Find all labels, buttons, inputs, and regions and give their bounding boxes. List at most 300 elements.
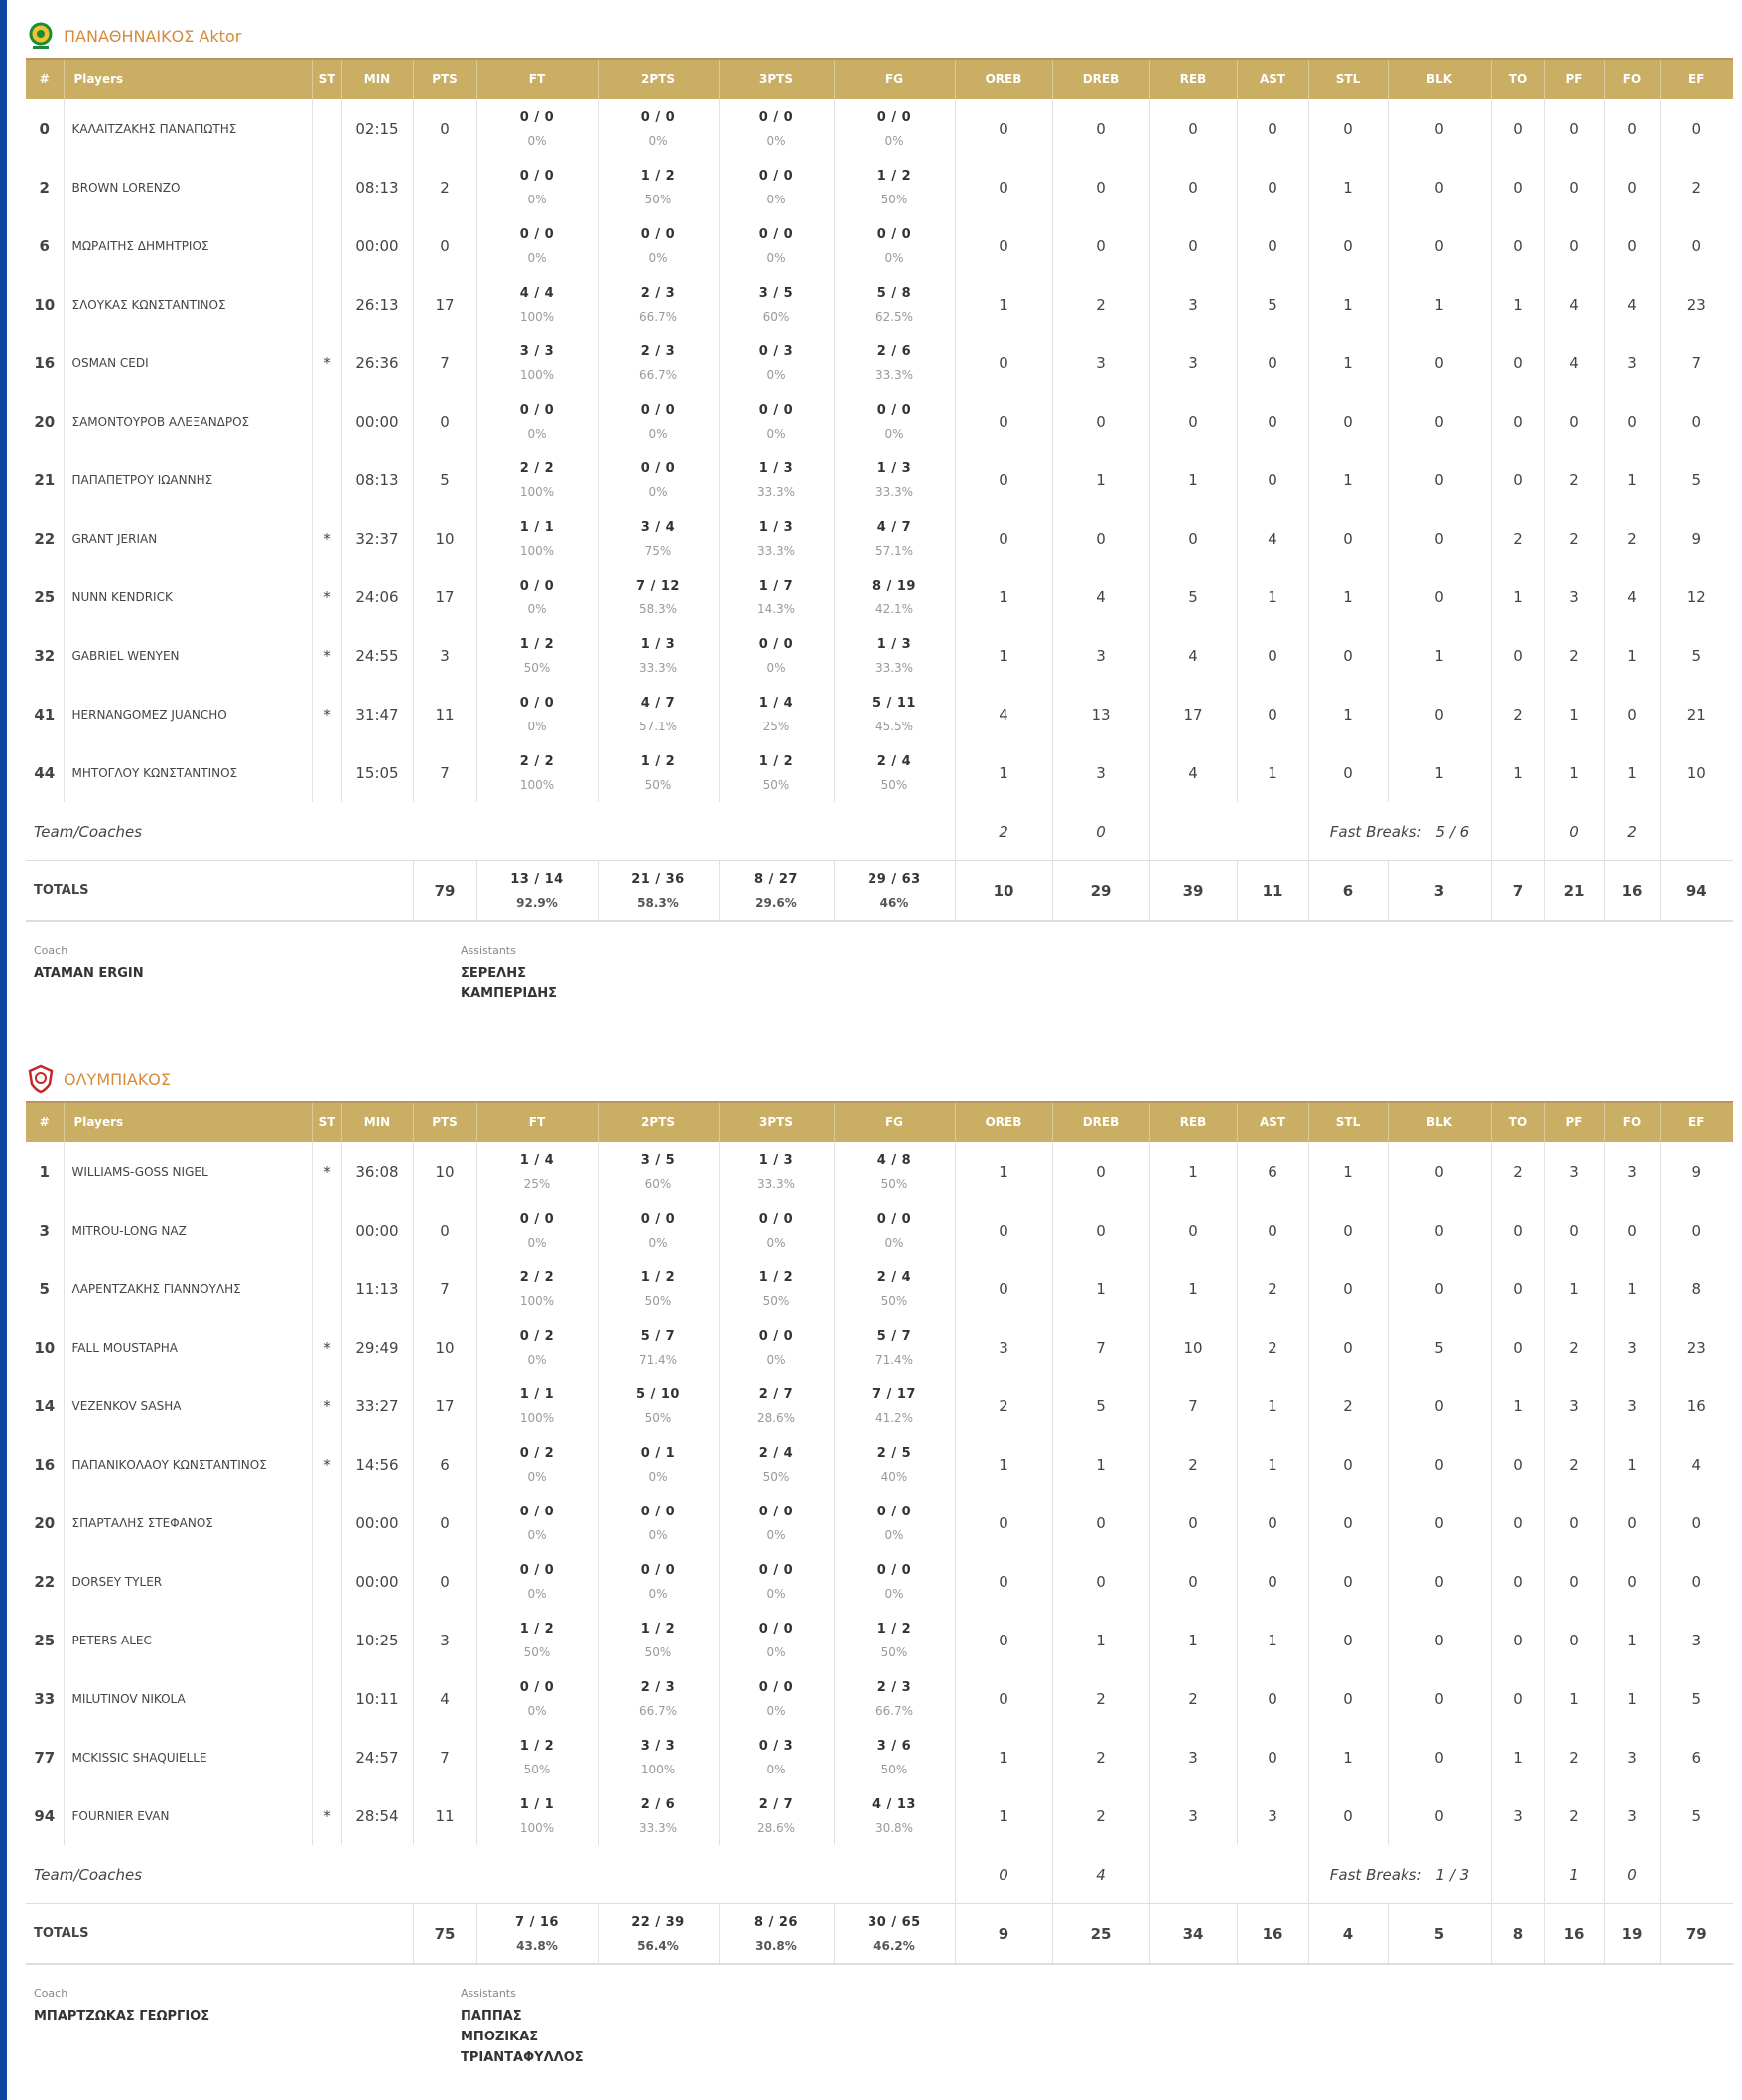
points: 0 xyxy=(413,216,476,275)
stat-to: 0 xyxy=(1491,1201,1544,1259)
player-number: 2 xyxy=(39,178,50,197)
total-stl: 6 xyxy=(1308,861,1388,922)
stat-oreb: 1 xyxy=(955,275,1052,333)
percentage: 28.6% xyxy=(756,1410,796,1425)
shooting-p3 xyxy=(719,333,834,392)
total-points: 79 xyxy=(413,861,476,922)
fast-breaks-label: Fast Breaks: xyxy=(1329,822,1422,841)
total-ast: 11 xyxy=(1237,861,1308,922)
player-name-link[interactable]: DORSEY TYLER xyxy=(64,1552,312,1611)
team-pf: 0 xyxy=(1604,1845,1660,1904)
column-header-to[interactable]: TO xyxy=(1491,1102,1544,1142)
total-shooting-p2 xyxy=(598,861,719,922)
stat-reb: 1 xyxy=(1149,1259,1237,1318)
percentage: 60% xyxy=(762,309,790,324)
column-header-ast[interactable]: AST xyxy=(1237,59,1308,99)
made-attempted: 0 / 0 xyxy=(519,109,555,125)
shooting-ft xyxy=(476,1611,598,1669)
column-header-num[interactable]: # xyxy=(26,59,64,99)
player-name-link[interactable]: ΛΑΡΕΝΤΖΑΚΗΣ ΓΙΑΝΝΟΥΛΗΣ xyxy=(64,1259,312,1318)
player-name-link[interactable]: NUNN KENDRICK xyxy=(64,568,312,626)
stat-pf: 0 xyxy=(1544,1611,1604,1669)
column-header-dreb[interactable]: DREB xyxy=(1052,59,1149,99)
stat-fo: 1 xyxy=(1604,1259,1660,1318)
made-attempted: 1 / 7 xyxy=(758,578,794,593)
stat-reb: 7 xyxy=(1149,1377,1237,1435)
stat-pf: 2 xyxy=(1544,1728,1604,1786)
total-reb: 34 xyxy=(1149,1904,1237,1965)
column-header-stl[interactable]: STL xyxy=(1308,59,1388,99)
made-attempted: 1 / 3 xyxy=(876,460,912,476)
player-number: 20 xyxy=(34,412,56,431)
player-name-link[interactable]: ΜΩΡΑΙΤΗΣ ΔΗΜΗΤΡΙΟΣ xyxy=(64,216,312,275)
player-number: 41 xyxy=(34,705,56,723)
points: 7 xyxy=(413,743,476,802)
shooting-p2 xyxy=(598,1259,719,1318)
stat-ef: 10 xyxy=(1660,743,1733,802)
stat-blk: 0 xyxy=(1388,1201,1491,1259)
player-name-link[interactable]: PETERS ALEC xyxy=(64,1611,312,1669)
starter-marker: * xyxy=(312,1435,341,1494)
made-attempted: 5 / 10 xyxy=(636,1386,680,1402)
player-name-link[interactable]: MCKISSIC SHAQUIELLE xyxy=(64,1728,312,1786)
total-pf: 16 xyxy=(1544,1904,1604,1965)
stat-reb: 0 xyxy=(1149,216,1237,275)
starter-marker: * xyxy=(312,1142,341,1201)
column-header-fg[interactable]: FG xyxy=(834,59,955,99)
stat-to: 1 xyxy=(1491,1377,1544,1435)
stat-blk: 0 xyxy=(1388,568,1491,626)
stat-pf: 2 xyxy=(1544,1786,1604,1845)
shooting-p2 xyxy=(598,1377,719,1435)
made-attempted: 2 / 4 xyxy=(876,753,912,769)
percentage: 0% xyxy=(527,250,547,265)
shooting-ft xyxy=(476,1552,598,1611)
points: 6 xyxy=(413,1435,476,1494)
shooting-p2 xyxy=(598,1669,719,1728)
percentage: 33.3% xyxy=(874,367,914,382)
player-name-link[interactable]: ΣΛΟΥΚΑΣ ΚΩΝΣΤΑΝΤΙΝΟΣ xyxy=(64,275,312,333)
stat-ast: 0 xyxy=(1237,158,1308,216)
percentage: 50% xyxy=(644,777,672,792)
stat-fo: 0 xyxy=(1604,392,1660,451)
team-name-link[interactable]: ΠΑΝΑΘΗΝΑΙΚΟΣ Aktor xyxy=(64,26,242,46)
stat-oreb: 0 xyxy=(955,216,1052,275)
shooting-fg xyxy=(834,568,955,626)
stat-dreb: 0 xyxy=(1052,392,1149,451)
percentage: 25% xyxy=(762,719,790,733)
stat-ef: 5 xyxy=(1660,1786,1733,1845)
stat-ef: 12 xyxy=(1660,568,1733,626)
percentage: 45.5% xyxy=(874,719,914,733)
made-attempted: 0 / 0 xyxy=(876,109,912,125)
percentage: 46% xyxy=(879,895,909,910)
stat-blk: 0 xyxy=(1388,158,1491,216)
stat-pf: 3 xyxy=(1544,1142,1604,1201)
stat-ast: 0 xyxy=(1237,216,1308,275)
player-number: 16 xyxy=(34,353,56,372)
player-row xyxy=(26,685,1733,743)
player-name-link[interactable]: OSMAN CEDI xyxy=(64,333,312,392)
column-header-stl[interactable]: STL xyxy=(1308,1102,1388,1142)
points: 7 xyxy=(413,1259,476,1318)
shooting-p2 xyxy=(598,626,719,685)
column-header-to[interactable]: TO xyxy=(1491,59,1544,99)
team-section xyxy=(26,14,1733,1025)
column-header-2pts[interactable]: 2PTS xyxy=(598,1102,719,1142)
totals-label: TOTALS xyxy=(26,1904,413,1965)
total-fo: 16 xyxy=(1604,861,1660,922)
made-attempted: 1 / 2 xyxy=(519,1738,555,1754)
column-header-3pts[interactable]: 3PTS xyxy=(719,1102,834,1142)
stat-ef: 8 xyxy=(1660,1259,1733,1318)
minutes: 00:00 xyxy=(341,1552,413,1611)
stat-fo: 1 xyxy=(1604,626,1660,685)
stat-fo: 1 xyxy=(1604,1435,1660,1494)
column-header-min[interactable]: MIN xyxy=(341,1102,413,1142)
coach-name: ΜΠΑΡΤΖΩΚΑΣ ΓΕΩΡΓΙΟΣ xyxy=(34,2009,210,2024)
made-attempted: 1 / 4 xyxy=(758,695,794,711)
made-attempted: 0 / 0 xyxy=(758,109,794,125)
made-attempted: 7 / 16 xyxy=(515,1914,559,1930)
starter-marker xyxy=(312,1728,341,1786)
percentage: 41.2% xyxy=(874,1410,914,1425)
percentage: 66.7% xyxy=(638,367,678,382)
stat-reb: 1 xyxy=(1149,451,1237,509)
stat-reb: 1 xyxy=(1149,1611,1237,1669)
stat-stl: 0 xyxy=(1308,99,1388,158)
assistant-name: ΠΑΠΠΑΣ xyxy=(461,2009,522,2024)
stat-to: 0 xyxy=(1491,392,1544,451)
points: 2 xyxy=(413,158,476,216)
player-name-link[interactable]: ΣΑΜΟΝΤΟΥΡΟΒ ΑΛΕΞΑΝΔΡΟΣ xyxy=(64,392,312,451)
column-header-num[interactable]: # xyxy=(26,1102,64,1142)
stat-pf: 0 xyxy=(1544,158,1604,216)
shooting-fg xyxy=(834,509,955,568)
made-attempted: 13 / 14 xyxy=(510,871,564,887)
player-name-link[interactable]: VEZENKOV SASHA xyxy=(64,1377,312,1435)
stat-oreb: 0 xyxy=(955,1611,1052,1669)
stat-to: 0 xyxy=(1491,1669,1544,1728)
percentage: 33.3% xyxy=(874,660,914,675)
stat-dreb: 2 xyxy=(1052,1669,1149,1728)
boxscore-table xyxy=(26,58,1733,922)
starter-marker: * xyxy=(312,685,341,743)
team-coaches-label: Team/Coaches xyxy=(34,1865,143,1884)
player-name-link[interactable]: BROWN LORENZO xyxy=(64,158,312,216)
stat-blk: 5 xyxy=(1388,1318,1491,1377)
percentage: 50% xyxy=(523,660,551,675)
stat-fo: 0 xyxy=(1604,1201,1660,1259)
points: 0 xyxy=(413,99,476,158)
column-header-oreb[interactable]: OREB xyxy=(955,59,1052,99)
column-header-dreb[interactable]: DREB xyxy=(1052,1102,1149,1142)
assistant-name: ΣΕΡΕΛΗΣ xyxy=(461,966,526,981)
assistants-block xyxy=(461,1987,584,2068)
made-attempted: 2 / 3 xyxy=(876,1679,912,1695)
team-to: 1 xyxy=(1544,1845,1604,1904)
percentage: 66.7% xyxy=(874,1703,914,1718)
stat-fo: 4 xyxy=(1604,275,1660,333)
percentage: 0% xyxy=(766,367,786,382)
shooting-p3 xyxy=(719,1786,834,1845)
percentage: 56.4% xyxy=(637,1938,679,1953)
stat-to: 0 xyxy=(1491,158,1544,216)
column-header-st[interactable]: ST xyxy=(312,1102,341,1142)
made-attempted: 0 / 1 xyxy=(640,1445,676,1461)
stat-ef: 23 xyxy=(1660,1318,1733,1377)
player-row xyxy=(26,333,1733,392)
column-header-fo[interactable]: FO xyxy=(1604,1102,1660,1142)
shooting-p3 xyxy=(719,1669,834,1728)
percentage: 62.5% xyxy=(874,309,914,324)
player-number: 21 xyxy=(34,470,56,489)
coach-block xyxy=(34,944,144,984)
shooting-p2 xyxy=(598,99,719,158)
made-attempted: 0 / 0 xyxy=(758,226,794,242)
stat-reb: 17 xyxy=(1149,685,1237,743)
made-attempted: 2 / 5 xyxy=(876,1445,912,1461)
player-name-link[interactable]: MILUTINOV NIKOLA xyxy=(64,1669,312,1728)
column-header-blk[interactable]: BLK xyxy=(1388,1102,1491,1142)
percentage: 33.3% xyxy=(638,660,678,675)
starter-marker: * xyxy=(312,1318,341,1377)
column-header-blk[interactable]: BLK xyxy=(1388,59,1491,99)
percentage: 71.4% xyxy=(638,1352,678,1367)
points: 10 xyxy=(413,1318,476,1377)
stat-dreb: 5 xyxy=(1052,1377,1149,1435)
stat-dreb: 2 xyxy=(1052,1786,1149,1845)
percentage: 71.4% xyxy=(874,1352,914,1367)
made-attempted: 1 / 2 xyxy=(640,753,676,769)
made-attempted: 0 / 0 xyxy=(640,1504,676,1519)
total-stl: 4 xyxy=(1308,1904,1388,1965)
percentage: 30.8% xyxy=(755,1938,797,1953)
stat-ef: 21 xyxy=(1660,685,1733,743)
percentage: 60% xyxy=(644,1176,672,1191)
stat-dreb: 1 xyxy=(1052,1611,1149,1669)
made-attempted: 0 / 0 xyxy=(519,695,555,711)
stat-dreb: 0 xyxy=(1052,1552,1149,1611)
column-header-reb[interactable]: REB xyxy=(1149,1102,1237,1142)
starter-marker: * xyxy=(312,626,341,685)
shooting-p3 xyxy=(719,1494,834,1552)
stat-blk: 0 xyxy=(1388,1435,1491,1494)
made-attempted: 0 / 0 xyxy=(519,402,555,418)
stat-blk: 0 xyxy=(1388,333,1491,392)
column-header-pts[interactable]: PTS xyxy=(413,59,476,99)
stat-ef: 0 xyxy=(1660,99,1733,158)
stat-pf: 0 xyxy=(1544,1494,1604,1552)
shooting-p3 xyxy=(719,1318,834,1377)
stat-oreb: 0 xyxy=(955,158,1052,216)
shooting-ft xyxy=(476,216,598,275)
percentage: 75% xyxy=(644,543,672,558)
stat-to: 0 xyxy=(1491,1318,1544,1377)
shooting-p3 xyxy=(719,392,834,451)
shooting-ft xyxy=(476,1142,598,1201)
stat-to: 0 xyxy=(1491,99,1544,158)
player-number: 5 xyxy=(39,1279,50,1298)
team-to: 0 xyxy=(1544,802,1604,861)
column-header-min[interactable]: MIN xyxy=(341,59,413,99)
stat-ef: 0 xyxy=(1660,1494,1733,1552)
made-attempted: 3 / 5 xyxy=(758,285,794,301)
column-header-players[interactable]: Players xyxy=(64,59,312,99)
stat-stl: 1 xyxy=(1308,275,1388,333)
shooting-fg xyxy=(834,1259,955,1318)
team-pf: 2 xyxy=(1604,802,1660,861)
percentage: 0% xyxy=(648,250,668,265)
made-attempted: 2 / 6 xyxy=(876,343,912,359)
made-attempted: 0 / 0 xyxy=(876,226,912,242)
percentage: 0% xyxy=(766,1644,786,1659)
percentage: 50% xyxy=(523,1644,551,1659)
shooting-p3 xyxy=(719,568,834,626)
stat-stl: 0 xyxy=(1308,1552,1388,1611)
starter-marker xyxy=(312,1552,341,1611)
left-accent-bar xyxy=(0,0,7,2100)
stat-blk: 0 xyxy=(1388,1552,1491,1611)
percentage: 0% xyxy=(527,1235,547,1249)
stat-fo: 3 xyxy=(1604,333,1660,392)
percentage: 50% xyxy=(644,1410,672,1425)
percentage: 0% xyxy=(527,1469,547,1484)
stat-reb: 0 xyxy=(1149,392,1237,451)
starter-marker xyxy=(312,1611,341,1669)
made-attempted: 2 / 2 xyxy=(519,1269,555,1285)
column-header-pf[interactable]: PF xyxy=(1544,1102,1604,1142)
made-attempted: 3 / 3 xyxy=(519,343,555,359)
shooting-ft xyxy=(476,1201,598,1259)
stat-ef: 4 xyxy=(1660,1435,1733,1494)
total-reb: 39 xyxy=(1149,861,1237,922)
stat-ef: 5 xyxy=(1660,451,1733,509)
stat-ast: 5 xyxy=(1237,275,1308,333)
stat-blk: 0 xyxy=(1388,509,1491,568)
coach-block xyxy=(34,1987,209,2027)
shooting-fg xyxy=(834,158,955,216)
shooting-p2 xyxy=(598,1318,719,1377)
percentage: 58.3% xyxy=(637,895,679,910)
column-header-ft[interactable]: FT xyxy=(476,59,598,99)
shooting-p2 xyxy=(598,1728,719,1786)
column-header-2pts[interactable]: 2PTS xyxy=(598,59,719,99)
stat-stl: 1 xyxy=(1308,685,1388,743)
percentage: 0% xyxy=(766,192,786,206)
shooting-p2 xyxy=(598,1552,719,1611)
team-name-link[interactable]: ΟΛΥΜΠΙΑΚΟΣ xyxy=(64,1069,172,1089)
stat-dreb: 4 xyxy=(1052,568,1149,626)
made-attempted: 0 / 0 xyxy=(519,1679,555,1695)
stat-blk: 0 xyxy=(1388,451,1491,509)
coach-label: Coach xyxy=(34,1987,68,2000)
shooting-fg xyxy=(834,99,955,158)
made-attempted: 1 / 2 xyxy=(640,168,676,184)
shooting-fg xyxy=(834,275,955,333)
player-name-link[interactable]: GRANT JERIAN xyxy=(64,509,312,568)
minutes: 26:13 xyxy=(341,275,413,333)
player-name-link[interactable]: HERNANGOMEZ JUANCHO xyxy=(64,685,312,743)
percentage: 50% xyxy=(644,1644,672,1659)
shooting-p3 xyxy=(719,1611,834,1669)
player-name-link[interactable]: ΠΑΠΑΝΙΚΟΛΑΟΥ ΚΩΝΣΤΑΝΤΙΝΟΣ xyxy=(64,1435,312,1494)
stat-to: 0 xyxy=(1491,1259,1544,1318)
percentage: 0% xyxy=(884,133,904,148)
player-name-link[interactable]: ΠΑΠΑΠΕΤΡΟΥ ΙΩΑΝΝΗΣ xyxy=(64,451,312,509)
stat-oreb: 0 xyxy=(955,1494,1052,1552)
totals-label: TOTALS xyxy=(26,861,413,922)
assistants-block xyxy=(461,944,557,1004)
column-header-fg[interactable]: FG xyxy=(834,1102,955,1142)
points: 17 xyxy=(413,1377,476,1435)
stat-to: 1 xyxy=(1491,568,1544,626)
stat-dreb: 0 xyxy=(1052,509,1149,568)
stat-blk: 0 xyxy=(1388,216,1491,275)
percentage: 100% xyxy=(519,1410,555,1425)
column-header-3pts[interactable]: 3PTS xyxy=(719,59,834,99)
points: 10 xyxy=(413,509,476,568)
column-header-reb[interactable]: REB xyxy=(1149,59,1237,99)
column-header-ft[interactable]: FT xyxy=(476,1102,598,1142)
stat-dreb: 2 xyxy=(1052,1728,1149,1786)
stat-ast: 0 xyxy=(1237,626,1308,685)
percentage: 33.3% xyxy=(756,484,796,499)
player-name-link[interactable]: ΚΑΛΑΙΤΖΑΚΗΣ ΠΑΝΑΓΙΩΤΗΣ xyxy=(64,99,312,158)
made-attempted: 4 / 4 xyxy=(519,285,555,301)
stat-dreb: 1 xyxy=(1052,1435,1149,1494)
column-header-st[interactable]: ST xyxy=(312,59,341,99)
column-header-pf[interactable]: PF xyxy=(1544,59,1604,99)
fast-breaks-value: 1 / 3 xyxy=(1435,1865,1470,1884)
column-header-ast[interactable]: AST xyxy=(1237,1102,1308,1142)
column-header-fo[interactable]: FO xyxy=(1604,59,1660,99)
player-row xyxy=(26,1494,1733,1552)
shooting-ft xyxy=(476,743,598,802)
column-header-ef[interactable]: EF xyxy=(1660,1102,1733,1142)
stat-stl: 1 xyxy=(1308,1142,1388,1201)
player-name-link[interactable]: WILLIAMS-GOSS NIGEL xyxy=(64,1142,312,1201)
percentage: 25% xyxy=(523,1176,551,1191)
stat-ef: 9 xyxy=(1660,509,1733,568)
shooting-p3 xyxy=(719,509,834,568)
team-header xyxy=(26,1057,1733,1101)
column-header-players[interactable]: Players xyxy=(64,1102,312,1142)
player-number: 33 xyxy=(34,1689,56,1708)
column-header-oreb[interactable]: OREB xyxy=(955,1102,1052,1142)
stat-stl: 0 xyxy=(1308,743,1388,802)
player-name-link[interactable]: ΣΠΑΡΤΑΛΗΣ ΣΤΕΦΑΝΟΣ xyxy=(64,1494,312,1552)
shooting-ft xyxy=(476,392,598,451)
column-header-ef[interactable]: EF xyxy=(1660,59,1733,99)
player-row xyxy=(26,1377,1733,1435)
column-header-pts[interactable]: PTS xyxy=(413,1102,476,1142)
player-name-link[interactable]: MITROU-LONG NAZ xyxy=(64,1201,312,1259)
starter-marker xyxy=(312,1259,341,1318)
stat-fo: 3 xyxy=(1604,1786,1660,1845)
player-name-link[interactable]: FALL MOUSTAPHA xyxy=(64,1318,312,1377)
player-name-link[interactable]: GABRIEL WENYEN xyxy=(64,626,312,685)
player-name-link[interactable]: FOURNIER EVAN xyxy=(64,1786,312,1845)
stat-blk: 0 xyxy=(1388,1786,1491,1845)
team-coaches-row xyxy=(26,802,1733,861)
percentage: 0% xyxy=(766,1527,786,1542)
stat-to: 2 xyxy=(1491,685,1544,743)
player-row xyxy=(26,216,1733,275)
player-name-link[interactable]: ΜΗΤΟΓΛΟΥ ΚΩΝΣΤΑΝΤΙΝΟΣ xyxy=(64,743,312,802)
stat-oreb: 0 xyxy=(955,1259,1052,1318)
points: 0 xyxy=(413,1552,476,1611)
